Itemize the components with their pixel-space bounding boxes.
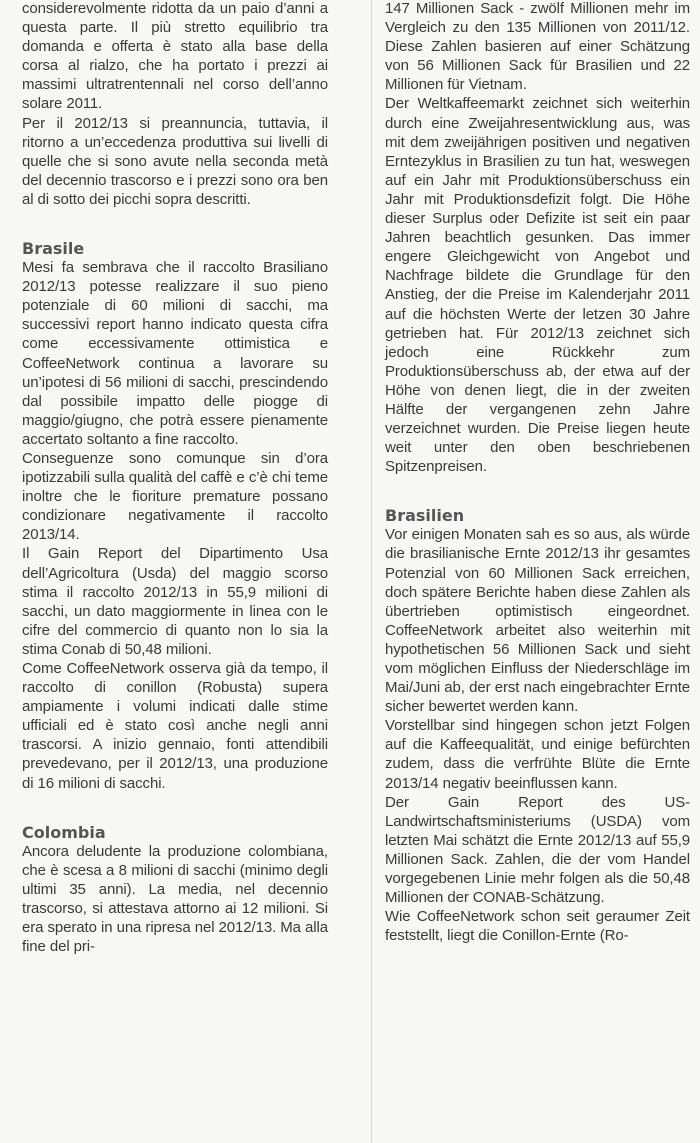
paragraph: 147 Millionen Sack - zwölf Millionen mehr im Vergleich zu den 135 Millionen von 2011/12. Diese Zahlen basieren auf einer Schätzung von 56 Millionen Sack für Brasilien und 22 Millionen für Vietnam.	[385, 0, 690, 94]
section-heading-colombia: Colombia	[22, 822, 106, 842]
paragraph: Conseguenze sono comunque sin d’ora ipotizzabili sulla qualità del caffè e c’è chi teme inoltre che le fioriture premature possano condizionare negativamente il raccolto 2013/14.	[22, 449, 328, 544]
paragraph: Der Gain Report des US-Landwirtschaftsministeriums (USDA) vom letzten Mai schätzt die Ernte 2012/13 auf 55,9 Millionen Sack. Zahlen, die der vom Handel vorgegebenen Linie mehr folgen als die 50,48 Millionen der CONAB-Schätzung.	[385, 793, 690, 907]
section-heading-brasile: Brasile	[22, 239, 85, 259]
paragraph: Wie CoffeeNetwork schon seit geraumer Zeit feststellt, liegt die Conillon-Ernte (Ro-	[385, 908, 690, 945]
paragraph: Il Gain Report del Dipartimento Usa dell’Agricoltura (Usda) del maggio scorso stima il raccolto 2012/13 in 55,9 milioni di sacchi, un dato maggiormente in linea con le cifre del commercio di quanto non lo sia la stima Conab di 50,48 milioni.	[22, 545, 328, 658]
paragraph: Der Weltkaffeemarkt zeichnet sich weiterhin durch eine Zweijahresentwicklung aus, was mit dem zweijährigen positiven und negativen Erntezyklus in Brasilien zu tun hat, weswegen auf ein Jahr mit Produktionsüberschuss ein Jahr mit Produktionsdefizit folgt. Die Höhe dieser Surplus oder Defizite ist seit ein paar Jahren beachtlich gesunken. Das immer engere Gleichgewicht von Angebot und Nachfrage bildete die Grundlage für den Anstieg, der die Preise im Kalenderjahr 2011 auf die höchsten Werte der letzen 30 Jahre getrieben hat. Für 2012/13 zeichnet sich jedoch eine Rückkehr zum Produktionsüberschuss ab, der etwa auf der Höhe von denen liegt, die in der zweiten Hälfte der vergangenen zehn Jahre verzeichnet wurden. Die Preise liegen heute weit unter den oben beschriebenen Spitzenpreisen.	[385, 95, 690, 476]
german-column	[385, 0, 690, 945]
paragraph: Come CoffeeNetwork osserva già da tempo, il raccolto di conillon (Robusta) supera ampiamente i volumi indicati dalle stime ufficiali ed è stato così anche negli anni trascorsi. A inizio gennaio, fonti attendibili prevedevano, per il 2012/13, una produzione di 16 milioni di sacchi.	[22, 660, 328, 792]
italian-column	[22, 0, 328, 956]
paragraph: Per il 2012/13 si preannuncia, tuttavia, il ritorno a un’eccedenza produttiva sui livelli di quelle che si sono avute nella seconda metà del decennio trascorso e i prezzi sono ora ben al di sotto dei picchi sopra descritti.	[22, 114, 328, 208]
section-heading-brasilien: Brasilien	[385, 506, 465, 526]
paragraph: considerevolmente ridotta da un paio d’anni a questa parte. Il più stretto equilibrio tra domanda e offerta è stato alla base della corsa al rialzo, che ha portato i prezzi ai massimi ultratrentennali nel corso dell’anno solare 2011.	[22, 0, 328, 113]
paragraph: Vor einigen Monaten sah es so aus, als würde die brasilianische Ernte 2012/13 ihr gesamtes Potenzial von 60 Millionen Sack erreichen, doch spätere Berichte haben diese Zahlen als übertrieben optimistisch eingeordnet. CoffeeNetwork arbeitet also weiterhin mit hypothetischen 56 Millionen Sack und sieht vom möglichen Einfluss der Niederschläge im Mai/Juni ab, der erst nach eingebrachter Ernte sicher bewertet werden kann.	[385, 526, 690, 716]
paragraph: Mesi fa sembrava che il raccolto Brasiliano 2012/13 potesse realizzare il suo pieno potenziale di 60 milioni di sacchi, ma successivi report hanno indicato questa cifra come eccessivamente ottimistica e CoffeeNetwork continua a lavorare su un’ipotesi di 56 milioni di sacchi, prescindendo dal possibile impatto delle piogge di maggio/giugno, che potrà essere pienamente accertato soltanto a fine raccolto.	[22, 259, 328, 448]
paragraph: Vorstellbar sind hingegen schon jetzt Folgen auf die Kaffeequalität, und einige befürchten zudem, dass die verfrühte Blüte die Ernte 2013/14 negativ beeinflussen kann.	[385, 717, 690, 792]
paragraph: Ancora deludente la produzione colombiana, che è scesa a 8 milioni di sacchi (minimo degli ultimi 35 anni). La media, nel decennio trascorso, si attestava attorno ai 12 milioni. Si era sperato in una ripresa nel 2012/13. Ma alla fine del pri-	[22, 842, 328, 956]
